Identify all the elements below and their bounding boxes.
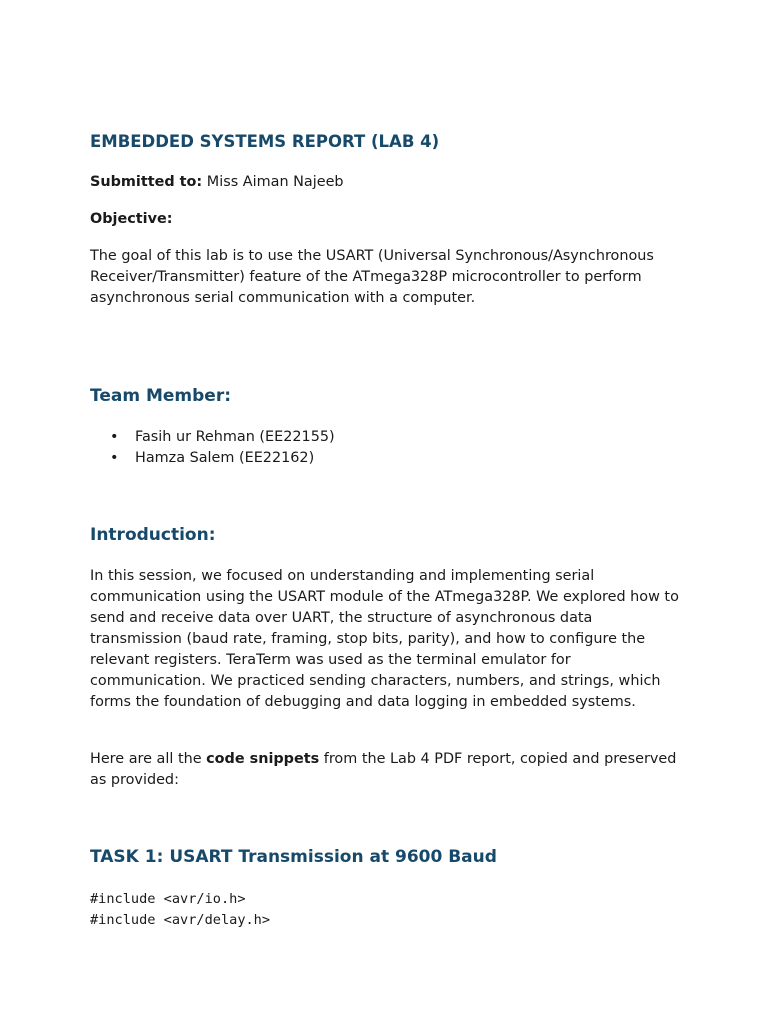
objective-text: The goal of this lab is to use the USART (Universal Synchronous/Asynchronous Receiver/Transmitter) feature of the ATmega328P microcontroller to perform asynchronous serial communication with a computer. <box>90 248 654 306</box>
introduction-heading: Introduction: <box>90 525 216 545</box>
team-member-list <box>90 427 335 469</box>
submitted-line <box>90 172 344 193</box>
snippets-note-suffix: from the Lab 4 PDF report, copied and preserved as provided: <box>90 751 677 788</box>
snippets-note-bold: code snippets <box>206 751 320 767</box>
team-member-name: Fasih ur Rehman (EE22155) <box>135 429 335 445</box>
code-block <box>90 889 270 931</box>
snippets-note-prefix: Here are all the <box>90 751 207 767</box>
task1-heading: TASK 1: USART Transmission at 9600 Baud <box>90 847 497 867</box>
objective-label: Objective: <box>90 211 173 227</box>
list-item <box>90 427 335 448</box>
team-heading: Team Member: <box>90 386 232 406</box>
submitted-label: Submitted to: <box>90 174 203 190</box>
submitted-value: Miss Aiman Najeeb <box>202 174 344 190</box>
snippets-note <box>90 749 682 791</box>
list-item <box>90 448 335 469</box>
code-line: #include <avr/delay.h> <box>90 912 271 928</box>
introduction-text: In this session, we focused on understanding and implementing serial communication using the USART module of the ATmega328P. We explored how to send and receive data over UART, the structure of asynchronous data transmission (baud rate, framing, stop bits, parity), and how to configure the relevant registers. TeraTerm was used as the terminal emulator for communication. We practiced sending characters, numbers, and strings, which forms the foundation of debugging and data logging in embedded systems. <box>90 568 679 710</box>
bullet-icon: • <box>110 429 119 445</box>
code-line: #include <avr/io.h> <box>90 891 246 907</box>
document-title: EMBEDDED SYSTEMS REPORT (LAB 4) <box>90 132 440 151</box>
bullet-icon: • <box>110 450 119 466</box>
team-member-name: Hamza Salem (EE22162) <box>135 450 315 466</box>
